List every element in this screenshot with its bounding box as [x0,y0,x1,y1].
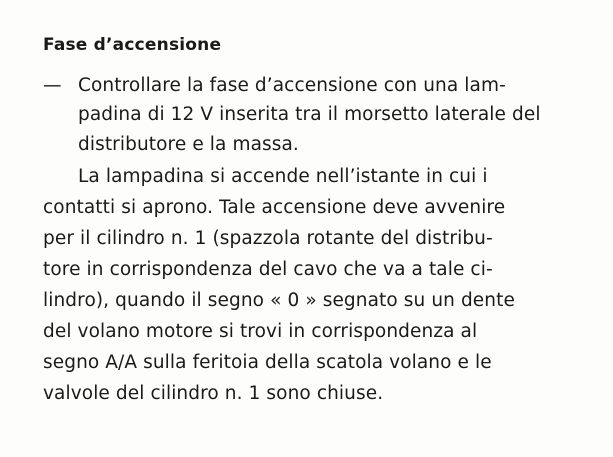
text-line: segno A/A sulla feritoia della scatola volano e le [43,352,492,373]
text-line: contatti si aprono. Tale accensione deve avvenire [43,197,506,218]
text-line: lindro), quando il segno « 0 » segnato su un dente [43,290,515,311]
text-line: distributore e la massa. [78,134,299,155]
text-line: padina di 12 V inserita tra il morsetto laterale del [78,104,541,125]
text-line: tore in corrispondenza del cavo che va a tale ci- [43,259,493,280]
text-line: La lampadina si accende nell’istante in cui i [78,166,488,187]
section-title: Fase d’accensione [43,35,222,55]
text-line: Controllare la fase d’accensione con una lam- [78,75,506,96]
list-dash: — [43,75,62,96]
text-line: valvole del cilindro n. 1 sono chiuse. [43,383,384,404]
text-line: del volano motore si trovi in corrispondenza al [43,321,478,342]
text-line: per il cilindro n. 1 (spazzola rotante del distribu- [43,228,493,249]
